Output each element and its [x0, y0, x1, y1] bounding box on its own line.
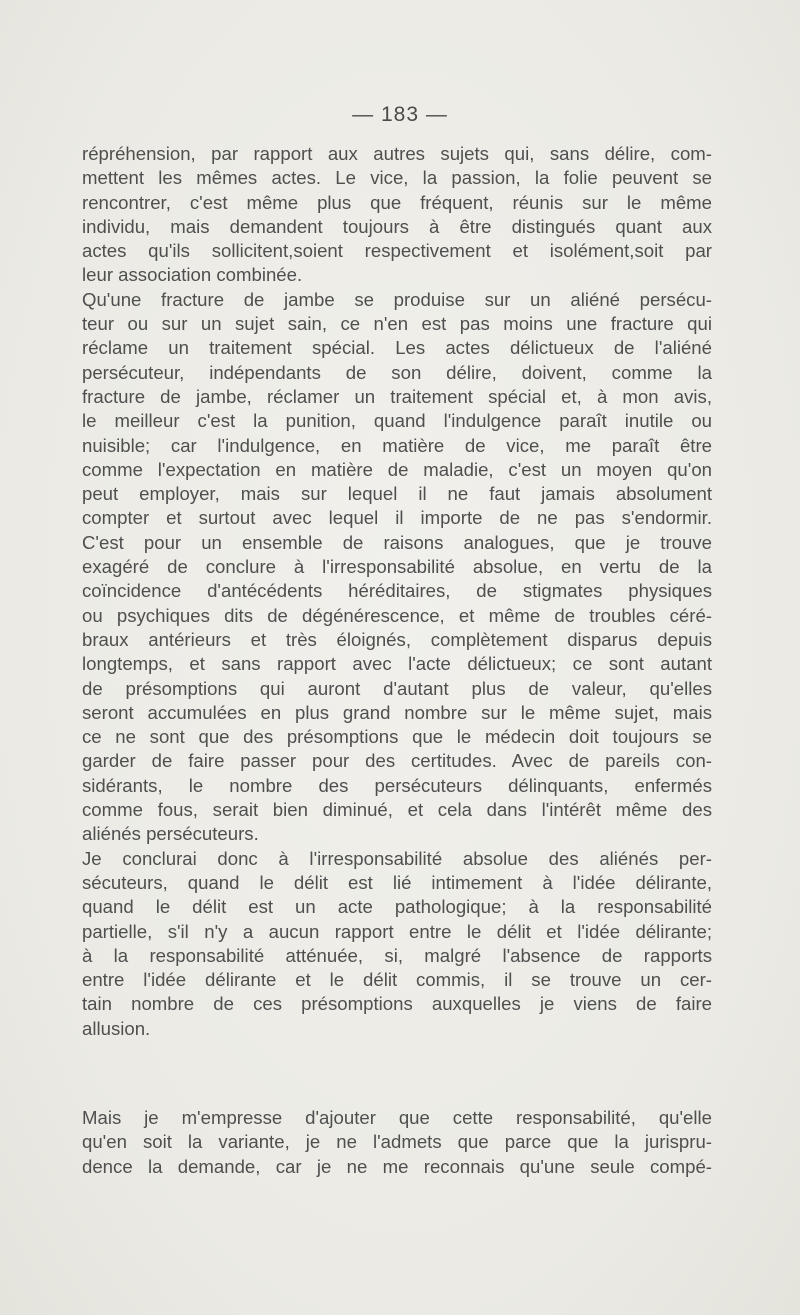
text-line: fracture de jambe, réclamer un traitement spécial et, à mon avis, — [82, 385, 712, 407]
text-line: longtemps, et sans rapport avec l'acte délictueux; ce sont autant — [82, 653, 712, 675]
text-line: à la responsabilité atténuée, si, malgré l'absence de rapports — [82, 944, 712, 966]
text-line: ce ne sont que des présomptions que le médecin doit toujours se — [82, 726, 712, 748]
text-line: aliénés persécuteurs. — [82, 823, 259, 845]
text-line: teur ou sur un sujet sain, ce n'en est pas moins une fracture qui — [82, 313, 712, 335]
text-line: quand le délit est un acte pathologique; à la responsabilité — [82, 896, 712, 918]
text-line: garder de faire passer pour des certitudes. Avec de pareils con- — [82, 750, 712, 772]
text-line: comme fous, serait bien diminué, et cela dans l'intérêt même des — [82, 799, 712, 821]
text-line: leur association combinée. — [82, 264, 303, 286]
text-line: individu, mais demandent toujours à être distingués quant aux — [82, 215, 712, 237]
main-text-block — [82, 142, 712, 1041]
text-line: exagéré de conclure à l'irresponsabilité absolue, en vertu de la — [82, 556, 712, 578]
paragraph — [82, 288, 712, 531]
text-line: sécuteurs, quand le délit est lié intimement à l'idée délirante, — [82, 871, 712, 893]
text-line: qu'en soit la variante, je ne l'admets que parce que la jurispru- — [82, 1131, 712, 1153]
final-paragraph — [82, 1106, 712, 1179]
text-line: le meilleur c'est la punition, quand l'indulgence paraît inutile ou — [82, 410, 712, 432]
text-line: Qu'une fracture de jambe se produise sur un aliéné persécu- — [82, 288, 712, 310]
text-line: compter et surtout avec lequel il importe de ne pas s'endormir. — [82, 507, 712, 529]
text-line: dence la demande, car je ne me reconnais qu'une seule compé- — [82, 1155, 712, 1177]
text-line: de présomptions qui auront d'autant plus de valeur, qu'elles — [82, 677, 712, 699]
text-line: C'est pour un ensemble de raisons analogues, que je trouve — [82, 531, 712, 553]
text-line: seront accumulées en plus grand nombre sur le même sujet, mais — [82, 701, 712, 723]
paragraph — [82, 847, 712, 1041]
text-line: coïncidence d'antécédents héréditaires, de stigmates physiques — [82, 580, 712, 602]
text-line: persécuteur, indépendants de son délire, doivent, comme la — [82, 361, 712, 383]
text-line: rencontrer, c'est même plus que fréquent, réunis sur le même — [82, 191, 712, 213]
text-line: réclame un traitement spécial. Les actes délictueux de l'aliéné — [82, 337, 712, 359]
text-line: Mais je m'empresse d'ajouter que cette responsabilité, qu'elle — [82, 1107, 712, 1128]
text-line: nuisible; car l'indulgence, en matière de vice, me paraît être — [82, 434, 712, 456]
text-line: allusion. — [82, 1017, 151, 1039]
text-line: mettent les mêmes actes. Le vice, la passion, la folie peuvent se — [82, 167, 712, 189]
text-line: tain nombre de ces présomptions auxquelles je viens de faire — [82, 993, 712, 1015]
text-line: actes qu'ils sollicitent,soient respectivement et isolément,soit par — [82, 240, 712, 262]
paragraph — [82, 531, 712, 847]
text-line: partielle, s'il n'y a aucun rapport entre le délit et l'idée délirante; — [82, 920, 712, 942]
text-line: sidérants, le nombre des persécuteurs délinquants, enfermés — [82, 774, 712, 796]
text-line: comme l'expectation en matière de maladie, c'est un moyen qu'on — [82, 458, 712, 480]
text-line: ou psychiques dits de dégénérescence, et même de troubles céré- — [82, 604, 712, 626]
text-line: braux antérieurs et très éloignés, complètement disparus depuis — [82, 628, 712, 650]
text-line: Je conclurai donc à l'irresponsabilité absolue des aliénés per- — [82, 847, 712, 869]
paragraph — [82, 142, 712, 288]
page-number: — 183 — — [352, 103, 448, 126]
text-line: entre l'idée délirante et le délit commis, il se trouve un cer- — [82, 969, 712, 991]
text-line: répréhension, par rapport aux autres sujets qui, sans délire, com- — [82, 143, 712, 164]
text-line: peut employer, mais sur lequel il ne faut jamais absolument — [82, 483, 712, 505]
